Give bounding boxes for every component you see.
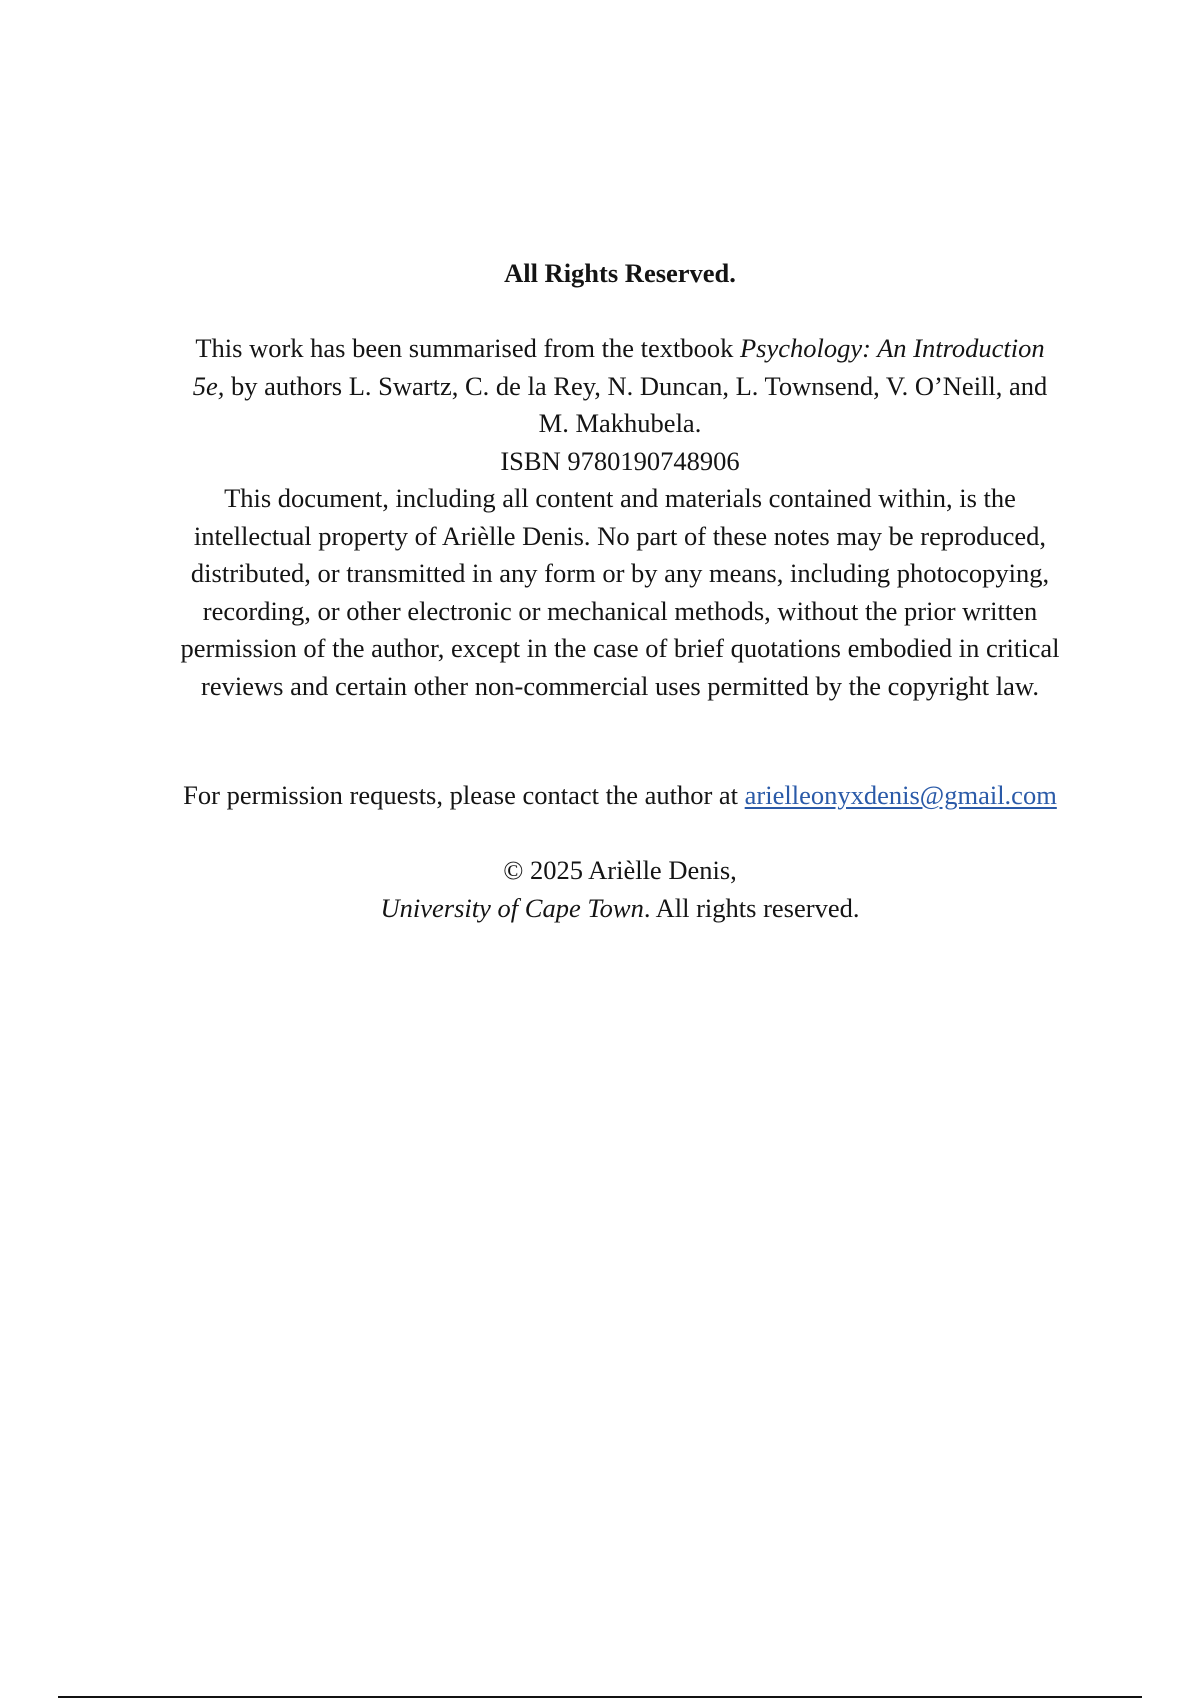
summary-block — [130, 330, 1110, 705]
isbn-line: ISBN 9780190748906 — [500, 445, 740, 476]
notice-line: intellectual property of Arièlle Denis. No part of these notes may be reproduced, — [193, 520, 1047, 551]
page-heading: All Rights Reserved. — [504, 258, 736, 288]
notice-line: reviews and certain other non-commercial uses permitted by the copyright law. — [201, 670, 1039, 701]
summary-prefix: This work has been summarised from the textbook — [195, 333, 740, 363]
notice-line: permission of the author, except in the case of brief quotations embodied in critical — [180, 633, 1060, 663]
notice-line: recording, or other electronic or mechanical methods, without the prior written — [202, 595, 1038, 626]
textbook-title: Psychology: An Introduction — [739, 333, 1045, 363]
notice-line: This document, including all content and materials contained within, is the — [224, 483, 1016, 513]
contact-email-link[interactable]: arielleonyxdenis@gmail.com — [744, 780, 1057, 810]
permission-line — [130, 777, 1110, 815]
textbook-edition: 5e, — [192, 370, 225, 401]
permission-block — [130, 777, 1110, 815]
summary-line-2 — [130, 368, 1110, 406]
institution-name: University of Cape Town — [380, 892, 644, 923]
authors-text: by authors L. Swartz, C. de la Rey, N. Duncan, L. Townsend, V. O’Neill, and — [224, 370, 1048, 401]
rights-suffix: . All rights reserved. — [643, 892, 860, 923]
notice-line: distributed, or transmitted in any form or by any means, including photocopying, — [190, 558, 1050, 588]
institution-line — [130, 890, 1110, 928]
permission-text: For permission requests, please contact the author at — [183, 780, 745, 810]
footer-divider — [58, 1696, 1142, 1698]
copyright-block — [130, 852, 1110, 927]
copyright-line: © 2025 Arièlle Denis, — [503, 855, 737, 885]
summary-line-1 — [130, 330, 1110, 368]
summary-line-3: M. Makhubela. — [538, 408, 702, 438]
